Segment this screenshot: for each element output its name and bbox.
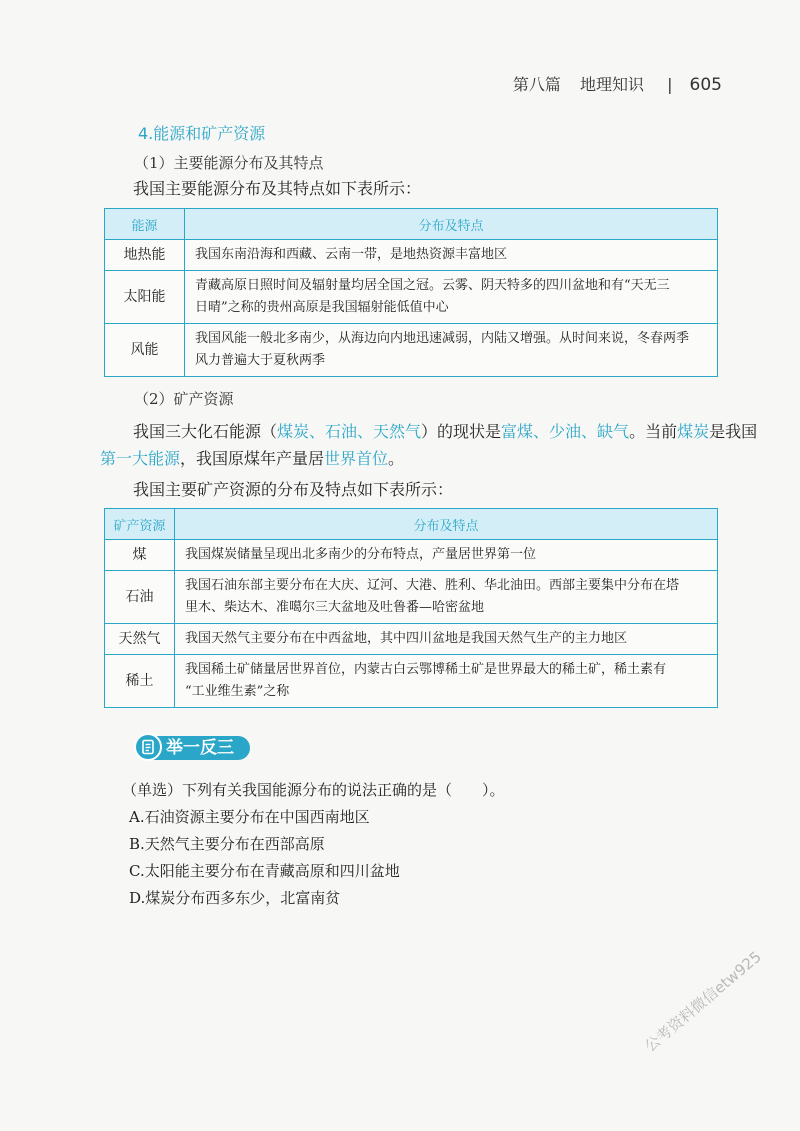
desc-line: 里木、柴达木、准噶尔三大盆地及吐鲁番—哈密盆地 [185,600,485,615]
column-header: 分布及特点 [175,509,718,540]
option-d: D.煤炭分布西多东少，北富南贫 [129,889,341,907]
practice-badge-label: 举一反三 [146,736,250,760]
column-header: 能源 [105,209,185,240]
column-header: 矿产资源 [105,509,175,540]
page-number: 605 [689,75,722,95]
mineral-name: 煤 [105,540,175,571]
table-row [105,655,718,708]
mineral-name: 稀土 [105,655,175,708]
energy-desc [185,324,718,377]
mineral-paragraph [100,418,758,472]
text: 。 [388,449,405,468]
table-row [105,571,718,624]
desc-line: 风力普遍大于夏秋两季 [195,353,326,368]
mineral-name: 石油 [105,571,175,624]
text: 。当前 [629,422,678,441]
mineral-name: 天然气 [105,624,175,655]
document-icon [140,739,156,755]
energy-name: 风能 [105,324,185,377]
highlight: 煤炭 [677,422,710,441]
desc-line: 青藏高原日照时间及辐射量均居全国之冠。云雾、阴天特多的四川盆地和有“天无三 [195,278,670,293]
table-header-row [105,509,718,540]
energy-subtitle: （1）主要能源分布及其特点 [134,154,324,172]
energy-desc: 我国东南沿海和西藏、云南一带，是地热资源丰富地区 [185,240,718,271]
section-title: 4.能源和矿产资源 [138,124,266,143]
mineral-subtitle: （2）矿产资源 [134,390,234,408]
energy-name: 太阳能 [105,271,185,324]
energy-desc [185,271,718,324]
desc-line: “工业维生素”之称 [185,684,290,699]
mineral-desc: 我国天然气主要分布在中西盆地，其中四川盆地是我国天然气生产的主力地区 [175,624,718,655]
watermark: 公考资料微信etw925 [641,947,765,1056]
column-header: 分布及特点 [185,209,718,240]
question-text: （单选）下列有关我国能源分布的说法正确的是（ ）。 [122,781,505,799]
paragraph-line [100,445,757,472]
page-header [513,72,722,95]
text: 是我国 [709,422,758,441]
table-header-row [105,209,718,240]
desc-line: 日晴”之称的贵州高原是我国辐射能低值中心 [195,300,449,315]
table-row [105,271,718,324]
table-row [105,324,718,377]
text: ，我国原煤年产量居 [180,449,325,468]
mineral-intro: 我国主要矿产资源的分布及特点如下表所示： [133,480,454,499]
desc-line: 我国风能一般北多南少，从海边向内地迅速减弱，内陆又增强。从时间来说，冬春两季 [195,331,690,346]
energy-table [104,208,718,377]
paragraph-line [133,418,757,445]
energy-intro: 我国主要能源分布及其特点如下表所示： [133,179,422,198]
desc-line: 我国石油东部主要分布在大庆、辽河、大港、胜利、华北油田。西部主要集中分布在塔 [185,578,680,593]
part-label: 第八篇 [512,75,561,94]
highlight: 世界首位 [324,449,389,468]
header-separator: | [667,75,673,94]
table-row [105,540,718,571]
text: 我国三大化石能源（ [133,422,278,441]
table-row [105,624,718,655]
topic-label: 地理知识 [579,75,644,94]
option-c: C.太阳能主要分布在青藏高原和四川盆地 [129,862,400,880]
practice-badge [134,733,252,763]
highlight: 煤炭、石油、天然气 [277,422,422,441]
highlight: 第一大能源 [100,449,181,468]
highlight: 富煤、少油、缺气 [501,422,630,441]
mineral-desc: 我国煤炭储量呈现出北多南少的分布特点，产量居世界第一位 [175,540,718,571]
desc-line: 我国稀土矿储量居世界首位，内蒙古白云鄂博稀土矿是世界最大的稀土矿，稀土素有 [185,662,667,677]
energy-name: 地热能 [105,240,185,271]
option-b: B.天然气主要分布在西部高原 [129,835,325,853]
text: ）的现状是 [421,422,502,441]
option-a: A.石油资源主要分布在中国西南地区 [129,808,370,826]
mineral-desc [175,655,718,708]
mineral-desc [175,571,718,624]
table-row [105,240,718,271]
mineral-table [104,508,718,708]
